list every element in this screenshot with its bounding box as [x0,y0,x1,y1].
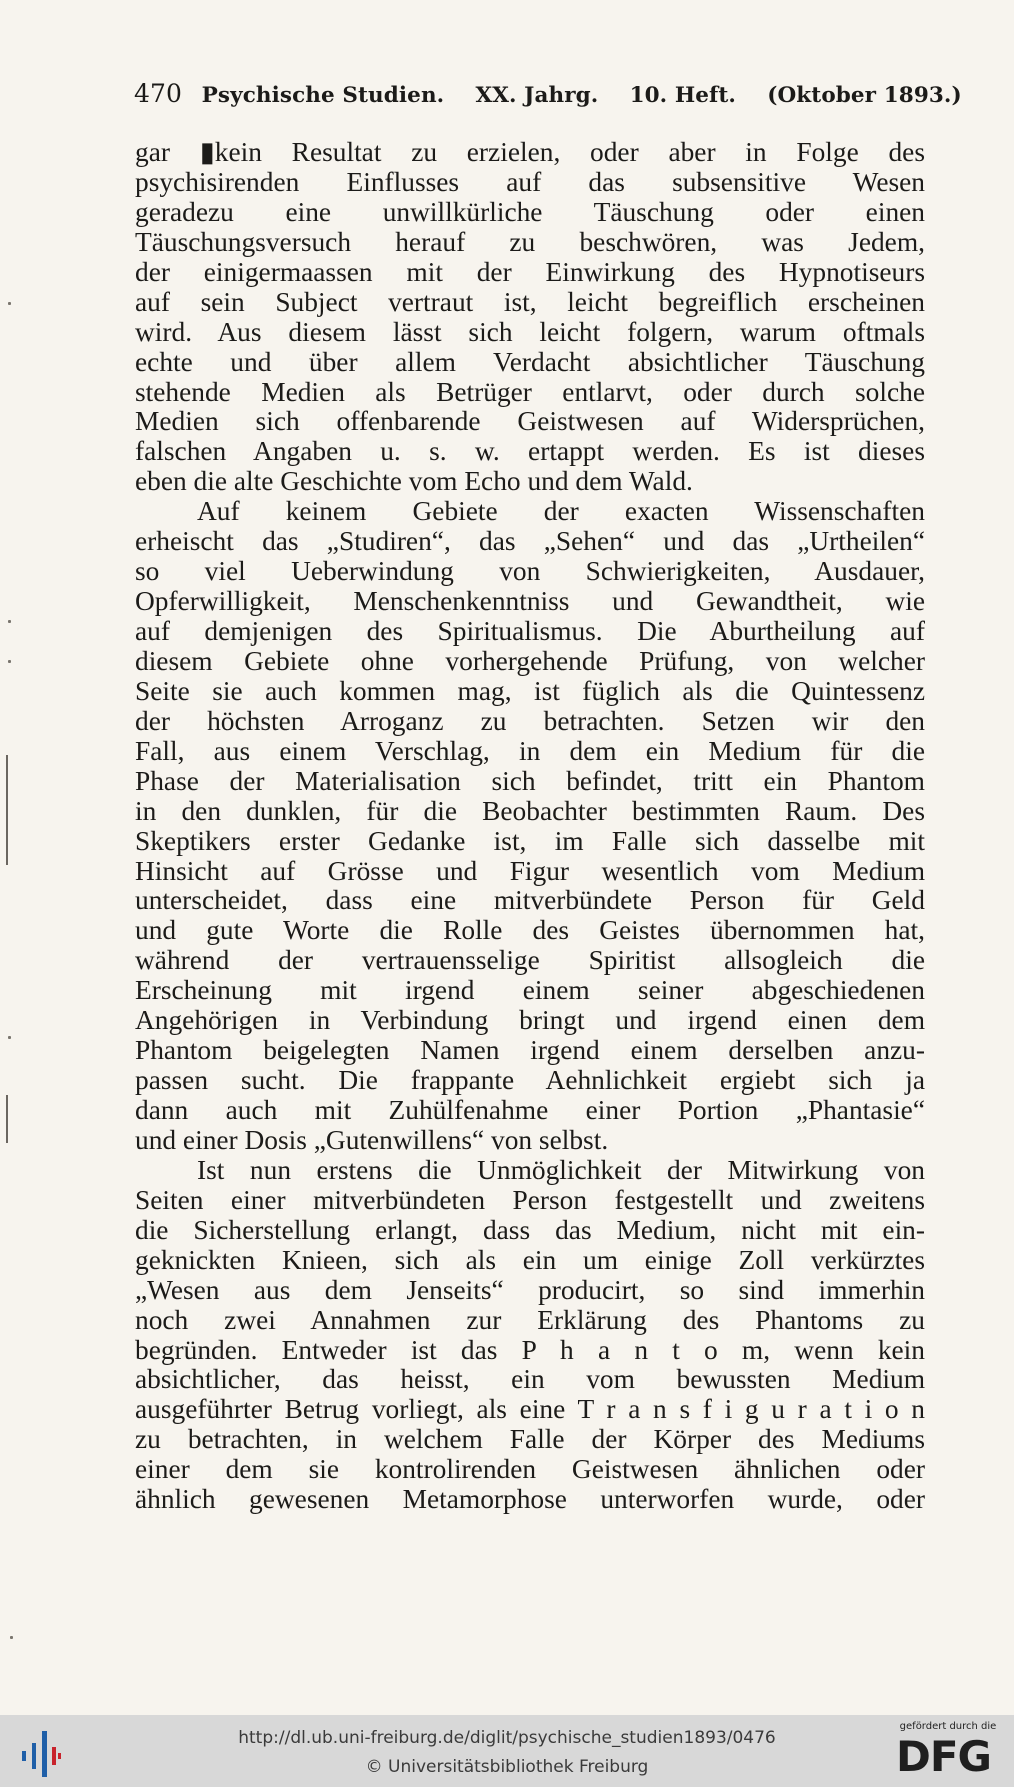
text-line: absichtlicher, das heisst, ein vom bewussten Medium [135,1364,925,1395]
issue-date: (Oktober 1893.) [767,83,962,108]
footer-bar [0,1715,1014,1787]
text-line: Seiten einer mitverbündeten Person festgestellt und zweitens [135,1184,925,1215]
margin-dot [8,302,11,305]
text-line: Phase der Materialisation sich befindet, tritt ein Phantom [135,765,925,796]
text-line: eben die alte Geschichte vom Echo und dem Wald. [135,466,693,497]
text-line: während der vertrauensselige Spiritist allsogleich die [135,945,925,976]
text-line: Ist nun erstens die Unmöglichkeit der Mitwirkung von [197,1154,925,1185]
text-line: unterscheidet, dass eine mitverbündete Person für Geld [135,885,925,916]
text-line: so viel Ueberwindung von Schwierigkeiten, Ausdauer, [135,556,925,587]
margin-dot [8,1036,11,1039]
copyright-notice: © Universitätsbibliothek Freiburg [365,1757,649,1777]
volume-label: XX. Jahrg. [475,83,599,108]
dfg-caption: gefördert durch die [899,1721,997,1732]
text-line: Fall, aus einem Verschlag, in dem ein Medium für die [135,735,925,766]
text-line: diesem Gebiete ohne vorhergehende Prüfung, von welcher [135,645,925,676]
text-line: Erscheinung mit irgend einem seiner abgeschiedenen [135,975,925,1006]
text-line: auf sein Subject vertraut ist, leicht begreiflich erscheinen [135,286,925,317]
text-line: die Sicherstellung erlangt, dass das Medium, nicht mit ein- [135,1214,925,1245]
issue-label: 10. Heft. [629,83,737,108]
text-line: falschen Angaben u. s. w. ertappt werden. Es ist dieses [135,436,925,467]
margin-mark [6,755,8,865]
text-line: echte und über allem Verdacht absichtlicher Täuschung [135,346,925,377]
dfg-funding-logo [892,1721,1004,1783]
text-line: Auf keinem Gebiete der exacten Wissenschaften [197,496,925,527]
text-line: Skeptikers erster Gedanke ist, im Falle sich dasselbe mit [135,825,925,856]
text-line: erheischt das „Studiren“, das „Sehen“ und das „Urtheilen“ [135,526,925,557]
body-text [135,138,925,1515]
text-line: ausgeführter Betrug vorliegt, als eine T r a n s f i g u r a t i o n [135,1394,925,1425]
dfg-logo-icon: DFG [896,1732,992,1781]
margin-dot [8,660,11,663]
text-line: Täuschungsversuch herauf zu beschwören, was Jedem, [135,226,925,257]
text-line: „Wesen aus dem Jenseits“ producirt, so sind immerhin [135,1274,925,1305]
text-line: stehende Medien als Betrüger entlarvt, oder durch solche [135,376,925,407]
margin-mark [6,1095,8,1143]
page-number: 470 [134,79,183,108]
text-line: Seite sie auch kommen mag, ist füglich als die Quintessenz [135,675,925,706]
text-line: geradezu eine unwillkürliche Täuschung oder einen [135,196,925,227]
text-line: Phantom beigelegten Namen irgend einem derselben anzu- [135,1035,925,1066]
text-line: der einigermaassen mit der Einwirkung des Hypnotiseurs [135,256,925,287]
text-line: und einer Dosis „Gutenwillens“ von selbst. [135,1124,609,1155]
text-line: wird. Aus diesem lässt sich leicht folgern, warum oftmals [135,316,925,347]
text-line: noch zwei Annahmen zur Erklärung des Phantoms zu [135,1304,925,1335]
text-line: einer dem sie kontrolirenden Geistwesen ähnlichen oder [135,1454,925,1485]
journal-title: Psychische Studien. [201,83,445,108]
text-line: der höchsten Arroganz zu betrachten. Setzen wir den [135,705,925,736]
text-line: zu betrachten, in welchem Falle der Körper des Mediums [135,1424,925,1455]
text-line: Angehörigen in Verbindung bringt und irgend einen dem [135,1005,925,1036]
text-line: in den dunklen, für die Beobachter bestimmten Raum. Des [135,795,925,826]
text-line: Medien sich offenbarende Geistwesen auf Widersprüchen, [135,406,925,437]
text-line: geknickten Knieen, sich als ein um einige Zoll verkürztes [135,1244,925,1275]
text-line: und gute Worte die Rolle des Geistes übernommen hat, [135,915,925,946]
text-line: psychisirenden Einflusses auf das subsensitive Wesen [135,166,925,197]
text-line: ähnlich gewesenen Metamorphose unterworfen wurde, oder [135,1484,925,1515]
running-header [134,79,962,108]
text-line: dann auch mit Zuhülfenahme einer Portion „Phantasie“ [135,1095,925,1125]
text-line: begründen. Entweder ist das P h a n t o m, wenn kein [135,1334,925,1365]
margin-dot [10,1636,13,1639]
text-line: gar ▮kein Resultat zu erzielen, oder aber in Folge des [135,137,925,167]
source-url[interactable]: http://dl.ub.uni-freiburg.de/diglit/psychische_studien1893/0476 [238,1728,776,1748]
margin-dot [8,620,11,623]
text-line: auf demjenigen des Spiritualismus. Die Aburtheilung auf [135,616,925,646]
text-line: passen sucht. Die frappante Aehnlichkeit ergiebt sich ja [135,1065,925,1096]
text-line: Hinsicht auf Grösse und Figur wesentlich vom Medium [135,855,925,886]
text-line: Opferwilligkeit, Menschenkenntniss und Gewandtheit, wie [135,586,925,617]
